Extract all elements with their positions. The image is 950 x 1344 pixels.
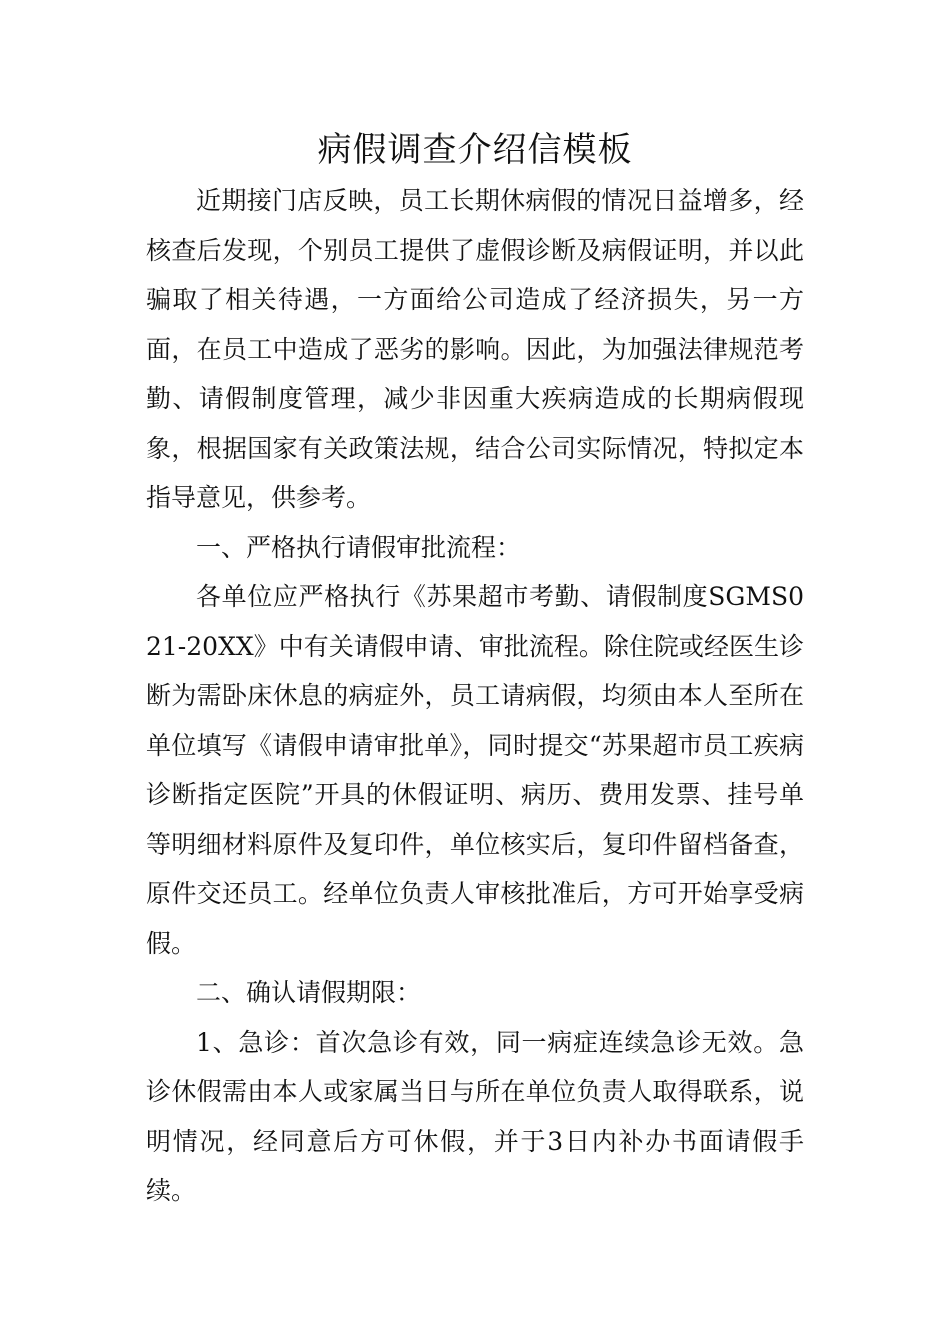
section-heading-period: 二、确认请假期限：: [196, 978, 422, 1007]
document-title: 病假调查介绍信模板: [317, 130, 633, 170]
paragraph-intro: 近期接门店反映，员工长期休病假的情况日益增多，经核查后发现，个别员工提供了虚假诊断及病假证明，并以此骗取了相关待遇，一方面给公司造成了经济损失，另一方面，在员工中造成了恶劣的影响。因此，为加强法律规范考勤、请假制度管理，减少非因重大疾病造成的长期病假现象，根据国家有关政策法规，结合公司实际情况，特拟定本指导意见，供参考。: [146, 186, 804, 512]
paragraph-emergency: 1、急诊：首次急诊有效，同一病症连续急诊无效。急诊休假需由本人或家属当日与所在单位负责人取得联系，说明情况，经同意后方可休假，并于3日内补办书面请假手续。: [146, 1027, 804, 1205]
paragraph-approval: 各单位应严格执行《苏果超市考勤、请假制度SGMS021-20XX》中有关请假申请、审批流程。除住院或经医生诊断为需卧床休息的病症外，员工请病假，均须由本人至所在单位填写《请假申请审批单》，同时提交“苏果超市员工疾病诊断指定医院”开具的休假证明、病历、费用发票、挂号单等明细材料原件及复印件，单位核实后，复印件留档备查，原件交还员工。经单位负责人审核批准后，方可开始享受病假。: [146, 582, 804, 958]
section-heading-approval: 一、严格执行请假审批流程：: [196, 532, 522, 562]
document-body: [146, 176, 804, 1216]
